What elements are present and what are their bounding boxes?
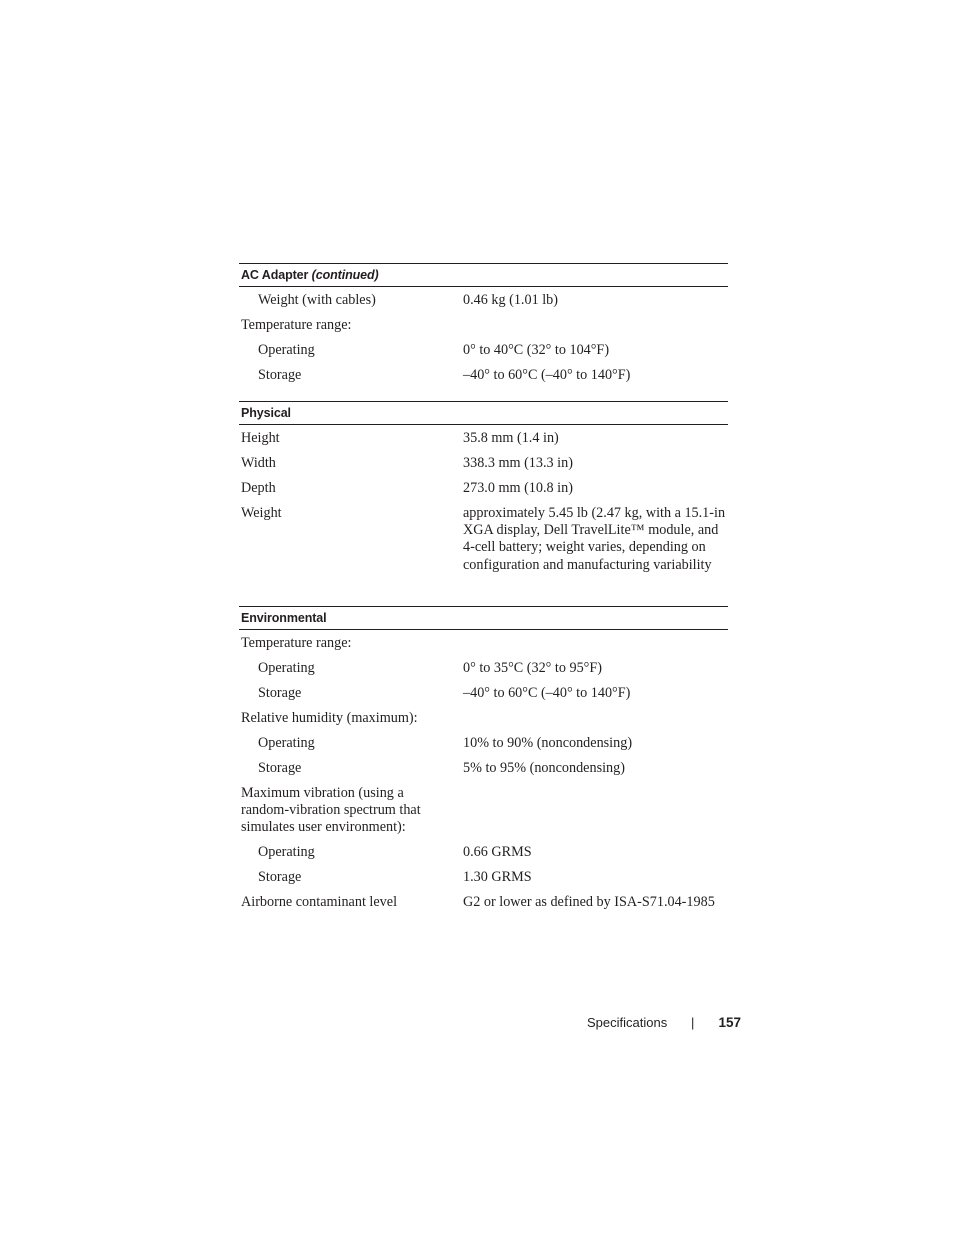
spec-value: 0.66 GRMS	[463, 844, 532, 861]
spec-row	[239, 735, 728, 752]
spec-value: 10% to 90% (noncondensing)	[463, 735, 633, 751]
spec-row	[239, 660, 728, 677]
spec-row	[239, 869, 728, 886]
spec-row	[239, 760, 728, 777]
physical-section	[239, 401, 728, 574]
spec-label: Operating	[258, 660, 315, 676]
spec-value: –40° to 60°C (–40° to 140°F)	[463, 367, 631, 383]
spec-value: 5% to 95% (noncondensing)	[463, 760, 625, 776]
spec-label: Height	[241, 430, 280, 446]
section-header	[239, 263, 728, 287]
spec-value	[463, 635, 726, 652]
spec-row	[239, 342, 728, 359]
spec-row	[239, 635, 728, 652]
spec-label: Depth	[241, 480, 276, 496]
section-title: Physical	[241, 406, 291, 420]
spec-label: Relative humidity (maximum):	[241, 710, 418, 726]
spec-label: Storage	[258, 869, 302, 886]
spec-row	[239, 367, 728, 384]
spec-label: Width	[241, 455, 276, 471]
section-header	[239, 606, 728, 630]
spec-label: Maximum vibration (using a random-vibration spectrum that simulates user environment):	[241, 785, 421, 836]
footer-section-name: Specifications	[587, 1015, 668, 1030]
spec-label: Weight	[241, 505, 282, 521]
spec-label: Weight (with cables)	[258, 292, 376, 308]
section-title: AC Adapter	[241, 268, 309, 282]
spec-row	[239, 505, 728, 574]
footer-separator: |	[691, 1015, 695, 1030]
spec-value: 35.8 mm (1.4 in)	[463, 430, 559, 446]
spec-row	[239, 894, 728, 911]
spec-value	[463, 785, 726, 837]
spec-label: Storage	[258, 760, 302, 776]
page-number: 157	[718, 1015, 741, 1030]
spec-value: 273.0 mm (10.8 in)	[463, 480, 573, 496]
spec-value: 338.3 mm (13.3 in)	[463, 455, 573, 471]
spec-row	[239, 480, 728, 497]
spec-value: approximately 5.45 lb (2.47 kg, with a 15.1-in XGA display, Dell TravelLite™ module, and 4-cell battery; weight varies, depending on configuration and manufacturing variability	[463, 505, 726, 573]
section-title: Environmental	[241, 611, 327, 625]
spec-row	[239, 292, 728, 309]
spec-label: Operating	[258, 342, 315, 358]
spec-label: Temperature range:	[241, 317, 352, 333]
environmental-section	[239, 606, 728, 912]
spec-label: Storage	[258, 367, 302, 383]
spec-row	[239, 785, 728, 837]
spec-value: 0.46 kg (1.01 lb)	[463, 292, 558, 308]
spec-row	[239, 455, 728, 472]
spec-row	[239, 710, 728, 727]
spec-value	[463, 710, 726, 727]
section-title-suffix: (continued)	[311, 268, 379, 282]
ac-adapter-section	[239, 263, 728, 384]
spec-label: Operating	[258, 844, 315, 861]
spec-label: Airborne contaminant level	[241, 894, 398, 911]
spec-value: 0° to 35°C (32° to 95°F)	[463, 660, 602, 676]
spec-value: 0° to 40°C (32° to 104°F)	[463, 342, 610, 358]
spec-row	[239, 685, 728, 702]
spec-value	[463, 317, 726, 334]
section-header	[239, 401, 728, 425]
spec-row	[239, 844, 728, 861]
spec-value: G2 or lower as defined by ISA-S71.04-1985	[463, 894, 715, 911]
spec-row	[239, 317, 728, 334]
spec-label: Storage	[258, 685, 302, 701]
spec-row	[239, 430, 728, 447]
spec-label: Operating	[258, 735, 315, 751]
spec-value: –40° to 60°C (–40° to 140°F)	[463, 685, 631, 701]
spec-value: 1.30 GRMS	[463, 869, 532, 886]
spec-label: Temperature range:	[241, 635, 352, 651]
